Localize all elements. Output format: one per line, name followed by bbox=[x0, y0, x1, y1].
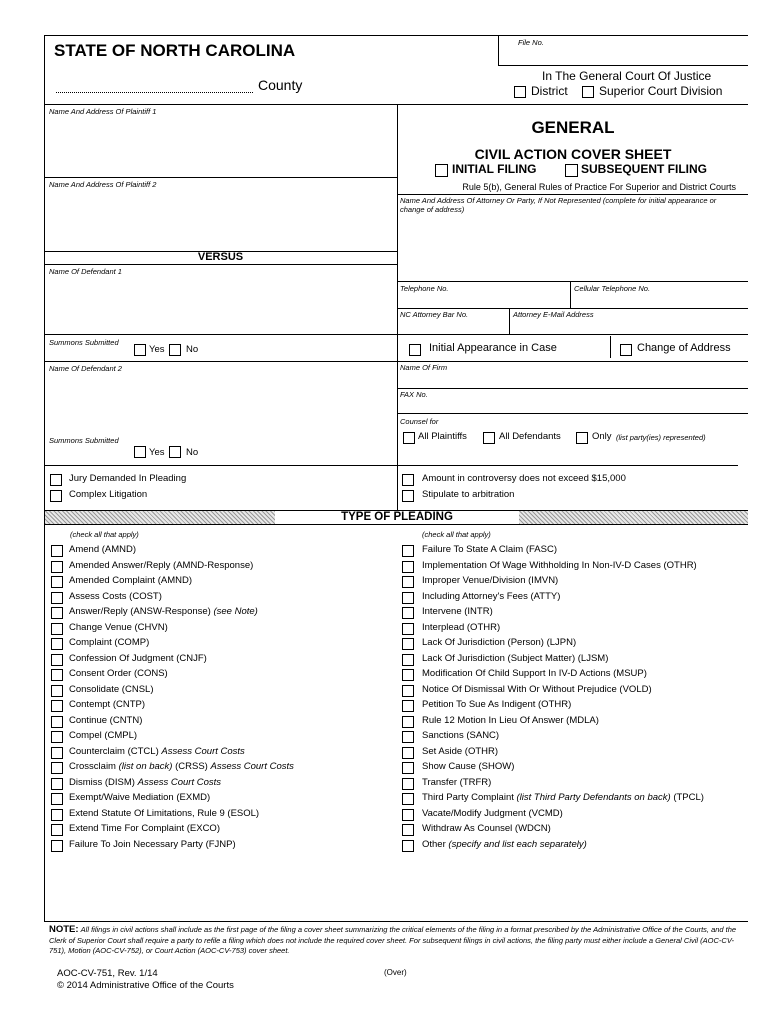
amount-label: Amount in controversy does not exceed $15,000 bbox=[422, 473, 626, 484]
pleading.left_items-main: Consolidate (CNSL) bbox=[69, 683, 154, 695]
pleading.left_items-main: Exempt/Waive Mediation (EXMD) bbox=[69, 792, 211, 803]
pleading-band-bottom bbox=[44, 524, 748, 525]
pleading.right_items-checkbox[interactable] bbox=[402, 809, 414, 821]
sheet-title: CIVIL ACTION COVER SHEET bbox=[474, 146, 672, 162]
pleading.left_items-main: Amend (AMND) bbox=[69, 544, 137, 555]
all-plaintiffs-label: All Plaintiffs bbox=[418, 431, 467, 442]
pleading.right_items-item bbox=[422, 699, 571, 710]
pleading.right_items-item bbox=[422, 792, 704, 803]
pleading.left_items-checkbox[interactable] bbox=[51, 654, 63, 666]
note-label: NOTE: bbox=[49, 924, 79, 935]
amount-checkbox[interactable] bbox=[402, 474, 414, 486]
pleading.right_items-item bbox=[422, 823, 551, 834]
frame-left bbox=[44, 35, 45, 921]
summons1-label: Summons Submitted bbox=[49, 338, 119, 347]
all-defendants-label: All Defendants bbox=[499, 431, 561, 442]
cell-label: Cellular Telephone No. bbox=[574, 284, 651, 293]
initial-filing-label: INITIAL FILING bbox=[452, 162, 537, 176]
note-text: All filings in civil actions shall include as the first page of the filing a cover sheet summarizing the critical elements of the filing in a format prescribed by the Administrative Office of the Courts, and the Clerk of Superior Court shall require a party to refile a filing which does not include the required cover sheet. For subsequent filings in civil actions, the filing party must either include a General Civil (AOC-CV-751), Motion (AOC-CV-752), or Court Action (AOC-CV-753) cover sheet. bbox=[49, 925, 737, 955]
check-all-left: (check all that apply) bbox=[70, 530, 139, 539]
pleading.right_items-item bbox=[422, 684, 652, 695]
pleading.left_items-checkbox[interactable] bbox=[51, 576, 63, 588]
pleading.left_items-item bbox=[69, 761, 294, 772]
pleading.left_items-main2: (CRSS) bbox=[172, 761, 211, 772]
arbitration-label: Stipulate to arbitration bbox=[422, 489, 515, 500]
county-label: County bbox=[258, 77, 303, 93]
initial-appearance-checkbox[interactable] bbox=[409, 344, 421, 356]
pleading.right_items-item bbox=[422, 591, 560, 602]
frame-top bbox=[44, 35, 748, 36]
pleading.right_items-checkbox[interactable] bbox=[402, 669, 414, 681]
fax-divider bbox=[398, 413, 748, 414]
pleading.left_items-item bbox=[69, 730, 137, 741]
pleading.right_items-item bbox=[422, 808, 563, 819]
pleading.left_items-note: Assess Court Costs bbox=[137, 776, 222, 788]
pleading.right_items-checkbox[interactable] bbox=[402, 654, 414, 666]
counsel-for-label: Counsel for bbox=[400, 417, 439, 426]
pleading.right_items-main: Modification Of Child Support In IV-D Actions (MSUP) bbox=[422, 668, 647, 679]
pleading.left_items-checkbox[interactable] bbox=[51, 809, 63, 821]
pleading.left_items-note: (see Note) bbox=[213, 606, 258, 617]
pleading.left_items-checkbox[interactable] bbox=[51, 762, 63, 774]
pleading.left_items-main: Consent Order (CONS) bbox=[69, 668, 168, 679]
pleading.right_items-item bbox=[422, 575, 558, 586]
pleading.left_items-main: Extend Time For Complaint (EXCO) bbox=[69, 823, 220, 834]
pleading-band-left-shading bbox=[45, 511, 275, 524]
telephone-label: Telephone No. bbox=[400, 284, 449, 293]
pleading.right_items-main2: (TPCL) bbox=[670, 792, 704, 803]
pleading.left_items-main: Amended Complaint (AMND) bbox=[69, 575, 193, 586]
pleading.right_items-item bbox=[422, 730, 499, 741]
pleading.right_items-main: Vacate/Modify Judgment (VCMD) bbox=[422, 807, 563, 819]
fax-label: FAX No. bbox=[400, 390, 428, 399]
summons1-divider bbox=[44, 361, 397, 362]
all-plaintiffs-checkbox[interactable] bbox=[403, 432, 415, 444]
pleading.right_items-item bbox=[422, 544, 557, 555]
summons2-yes-label: Yes bbox=[149, 447, 165, 458]
district-label: District bbox=[531, 84, 568, 98]
pleading.right_items-main: Set Aside (OTHR) bbox=[422, 745, 499, 757]
pleading.left_items-checkbox[interactable] bbox=[51, 607, 63, 619]
defendant1-divider bbox=[44, 334, 397, 335]
pleading.left_items-main: Compel (CMPL) bbox=[69, 730, 138, 741]
pleading.left_items-item bbox=[69, 808, 259, 819]
pleading.right_items-main: Lack Of Jurisdiction (Subject Matter) (LJSM) bbox=[422, 652, 609, 664]
pleading.left_items-item bbox=[69, 699, 145, 710]
summons2-yes-checkbox[interactable] bbox=[134, 446, 146, 458]
pleading-band-right-shading bbox=[519, 511, 748, 524]
initial-filing-checkbox[interactable] bbox=[435, 164, 448, 177]
pleading.left_items-item bbox=[69, 544, 136, 555]
versus-bottom-line bbox=[44, 264, 397, 265]
change-address-checkbox[interactable] bbox=[620, 344, 632, 356]
county-input-line[interactable] bbox=[56, 92, 253, 93]
summons2-label: Summons Submitted bbox=[49, 436, 119, 445]
pleading.right_items-checkbox[interactable] bbox=[402, 561, 414, 573]
pleading.left_items-checkbox[interactable] bbox=[51, 685, 63, 697]
pleading.right_items-main: Including Attorney's Fees (ATTY) bbox=[422, 590, 561, 602]
pleading.right_items-checkbox[interactable] bbox=[402, 778, 414, 790]
rule-text: Rule 5(b), General Rules of Practice For Superior and District Courts bbox=[462, 182, 736, 192]
pleading.right_items-main: Sanctions (SANC) bbox=[422, 730, 500, 741]
pleading.right_items-checkbox[interactable] bbox=[402, 592, 414, 604]
pleading.left_items-main: Extend Statute Of Limitations, Rule 9 (ESOL) bbox=[69, 807, 260, 819]
center-divider bbox=[397, 104, 398, 510]
subsequent-filing-checkbox[interactable] bbox=[565, 164, 578, 177]
rule-divider bbox=[398, 194, 748, 195]
pleading.right_items-main: Notice Of Dismissal With Or Without Prejudice (VOLD) bbox=[422, 683, 652, 695]
pleading.left_items-item bbox=[69, 777, 221, 788]
jury-checkbox[interactable] bbox=[50, 474, 62, 486]
pleading.right_items-item bbox=[422, 653, 608, 664]
pleading.right_items-main: Show Cause (SHOW) bbox=[422, 761, 515, 772]
pleading.left_items-main: Crossclaim bbox=[69, 761, 119, 772]
defendant2-label: Name Of Defendant 2 bbox=[49, 364, 122, 373]
pleading.left_items-main: Assess Costs (COST) bbox=[69, 590, 162, 602]
pleading.left_items-checkbox[interactable] bbox=[51, 824, 63, 836]
file-no-divider bbox=[498, 35, 499, 65]
pleading.left_items-item bbox=[69, 839, 236, 850]
pleading.left_items-checkbox[interactable] bbox=[51, 840, 63, 852]
pleading.right_items-item bbox=[422, 761, 514, 772]
pleading.right_items-item bbox=[422, 715, 599, 726]
pleading.right_items-item bbox=[422, 560, 697, 571]
email-label: Attorney E-Mail Address bbox=[513, 310, 594, 319]
pleading.right_items-note: (specify and list each separately) bbox=[448, 838, 587, 850]
pleading.left_items-checkbox[interactable] bbox=[51, 778, 63, 790]
only-note: (list party(ies) represented) bbox=[616, 433, 706, 442]
pleading.right_items-note: (list Third Party Defendants on back) bbox=[516, 792, 671, 803]
pleading.right_items-item bbox=[422, 637, 576, 648]
pleading.left_items-item bbox=[69, 715, 142, 726]
arbitration-checkbox[interactable] bbox=[402, 490, 414, 502]
pleading.left_items-item bbox=[69, 560, 253, 571]
pleading.right_items-checkbox[interactable] bbox=[402, 545, 414, 557]
pleading.left_items-checkbox[interactable] bbox=[51, 545, 63, 557]
form-id: AOC-CV-751, Rev. 1/14 bbox=[57, 968, 158, 979]
initial-appearance-label: Initial Appearance in Case bbox=[429, 342, 557, 354]
district-checkbox[interactable] bbox=[514, 86, 526, 98]
pleading.left_items-item bbox=[69, 606, 258, 617]
phone-divider bbox=[570, 281, 571, 308]
versus-label: VERSUS bbox=[197, 251, 244, 263]
file-no-underline bbox=[498, 65, 748, 66]
bar-row-divider bbox=[398, 334, 748, 335]
change-address-label: Change of Address bbox=[637, 342, 731, 354]
pleading.right_items-main: Rule 12 Motion In Lieu Of Answer (MDLA) bbox=[422, 714, 599, 726]
pleading.left_items-checkbox[interactable] bbox=[51, 793, 63, 805]
firm-label: Name Of Firm bbox=[400, 363, 448, 372]
pleading.left_items-note: Assess Court Costs bbox=[161, 745, 245, 757]
pleading.right_items-checkbox[interactable] bbox=[402, 747, 414, 759]
pleading.left_items-main: Counterclaim (CTCL) bbox=[69, 745, 162, 757]
phone-row-divider bbox=[398, 308, 748, 309]
pleading.right_items-checkbox[interactable] bbox=[402, 638, 414, 650]
only-checkbox[interactable] bbox=[576, 432, 588, 444]
superior-checkbox[interactable] bbox=[582, 86, 594, 98]
bar-divider bbox=[509, 308, 510, 334]
pleading.left_items-checkbox[interactable] bbox=[51, 731, 63, 743]
pleading.left_items-item bbox=[69, 653, 207, 664]
pleading.right_items-main: Transfer (TRFR) bbox=[422, 776, 492, 788]
pleading.left_items-checkbox[interactable] bbox=[51, 638, 63, 650]
only-label: Only bbox=[592, 431, 612, 442]
pleading.right_items-item bbox=[422, 746, 498, 757]
superior-label: Superior Court Division bbox=[599, 84, 723, 98]
check-all-right: (check all that apply) bbox=[422, 530, 491, 539]
pleading.right_items-main: Interplead (OTHR) bbox=[422, 621, 501, 633]
pleading-title: TYPE OF PLEADING bbox=[341, 511, 453, 523]
summons2-divider bbox=[44, 465, 397, 466]
pleading.right_items-main: Withdraw As Counsel (WDCN) bbox=[422, 823, 551, 834]
pleading.left_items-main: Confession Of Judgment (CNJF) bbox=[69, 652, 207, 664]
pleading.right_items-checkbox[interactable] bbox=[402, 576, 414, 588]
pleading.left_items-item bbox=[69, 637, 149, 648]
pleading.left_items-item bbox=[69, 792, 210, 803]
pleading.right_items-main: Third Party Complaint bbox=[422, 792, 517, 803]
pleading.left_items-main: Continue (CNTN) bbox=[69, 714, 143, 726]
copyright: © 2014 Administrative Office of the Courts bbox=[57, 980, 234, 991]
pleading.right_items-checkbox[interactable] bbox=[402, 700, 414, 712]
pleading.left_items-main: Contempt (CNTP) bbox=[69, 699, 146, 710]
pleading.left_items-main: Change Venue (CHVN) bbox=[69, 621, 168, 633]
pleading.right_items-main: Other bbox=[422, 838, 449, 850]
pleading.right_items-item bbox=[422, 668, 647, 679]
pleading.left_items-item bbox=[69, 668, 168, 679]
footer-note bbox=[49, 925, 744, 957]
pleading.right_items-main: Failure To State A Claim (FASC) bbox=[422, 544, 557, 555]
pleading.left_items-note2: Assess Court Costs bbox=[210, 761, 294, 772]
summons2-no-label: No bbox=[186, 447, 199, 458]
pleading.right_items-main: Intervene (INTR) bbox=[422, 606, 493, 617]
pleading.left_items-checkbox[interactable] bbox=[51, 592, 63, 604]
summons1-no-label: No bbox=[186, 344, 199, 355]
plaintiff2-label: Name And Address Of Plaintiff 2 bbox=[49, 180, 157, 189]
court-title: In The General Court Of Justice bbox=[542, 69, 712, 83]
plaintiff-divider bbox=[44, 177, 397, 178]
firm-divider bbox=[398, 388, 748, 389]
pleading.right_items-checkbox[interactable] bbox=[402, 793, 414, 805]
pleading.right_items-checkbox[interactable] bbox=[402, 685, 414, 697]
pleading.right_items-checkbox[interactable] bbox=[402, 623, 414, 635]
pleading.right_items-checkbox[interactable] bbox=[402, 824, 414, 836]
counsel-divider bbox=[398, 465, 738, 466]
pleading.right_items-item bbox=[422, 839, 587, 850]
summons1-no-checkbox[interactable] bbox=[169, 344, 181, 356]
pleading.right_items-main: Petition To Sue As Indigent (OTHR) bbox=[422, 699, 572, 710]
appearance-divider bbox=[610, 336, 611, 358]
pleading.left_items-checkbox[interactable] bbox=[51, 669, 63, 681]
all-defendants-checkbox[interactable] bbox=[483, 432, 495, 444]
attorney-label: Name And Address Of Attorney Or Party, If Not Represented (complete for initial appearance or change of address) bbox=[400, 196, 717, 214]
pleading.left_items-main: Complaint (COMP) bbox=[69, 637, 150, 648]
pleading.right_items-main: Lack Of Jurisdiction (Person) (LJPN) bbox=[422, 637, 577, 648]
jury-label: Jury Demanded In Pleading bbox=[69, 473, 187, 484]
summons1-yes-label: Yes bbox=[149, 344, 165, 355]
complex-label: Complex Litigation bbox=[69, 489, 148, 500]
pleading.left_items-item bbox=[69, 684, 153, 695]
pleading.left_items-main: Amended Answer/Reply (AMND-Response) bbox=[69, 559, 254, 571]
bar-no-label: NC Attorney Bar No. bbox=[400, 310, 469, 319]
pleading.left_items-item bbox=[69, 575, 192, 586]
pleading.right_items-checkbox[interactable] bbox=[402, 731, 414, 743]
frame-bottom bbox=[44, 921, 748, 922]
pleading.left_items-main: Failure To Join Necessary Party (FJNP) bbox=[69, 838, 236, 850]
attorney-divider bbox=[398, 281, 748, 282]
subsequent-filing-label: SUBSEQUENT FILING bbox=[581, 162, 708, 176]
pleading.left_items-item bbox=[69, 622, 168, 633]
file-no-label: File No. bbox=[518, 38, 544, 47]
over-label: (Over) bbox=[384, 968, 407, 977]
pleading.left_items-item bbox=[69, 746, 245, 757]
pleading.right_items-checkbox[interactable] bbox=[402, 840, 414, 852]
pleading.left_items-checkbox[interactable] bbox=[51, 623, 63, 635]
pleading.right_items-item bbox=[422, 622, 500, 633]
pleading.left_items-item bbox=[69, 823, 220, 834]
defendant1-label: Name Of Defendant 1 bbox=[49, 267, 122, 276]
pleading.right_items-checkbox[interactable] bbox=[402, 762, 414, 774]
pleading.right_items-item bbox=[422, 606, 493, 617]
pleading.left_items-checkbox[interactable] bbox=[51, 716, 63, 728]
pleading.left_items-note: (list on back) bbox=[118, 761, 173, 772]
pleading.right_items-main: Improper Venue/Division (IMVN) bbox=[422, 575, 559, 586]
pleading.right_items-item bbox=[422, 777, 491, 788]
header-divider bbox=[44, 104, 748, 105]
pleading.right_items-checkbox[interactable] bbox=[402, 716, 414, 728]
pleading.right_items-main: Implementation Of Wage Withholding In Non-IV-D Cases (OTHR) bbox=[422, 559, 697, 571]
plaintiff1-label: Name And Address Of Plaintiff 1 bbox=[49, 107, 157, 116]
summons1-yes-checkbox[interactable] bbox=[134, 344, 146, 356]
pleading.left_items-main: Dismiss (DISM) bbox=[69, 776, 138, 788]
pleading.left_items-item bbox=[69, 591, 162, 602]
general-title: GENERAL bbox=[531, 118, 615, 137]
pleading.right_items-checkbox[interactable] bbox=[402, 607, 414, 619]
summons2-no-checkbox[interactable] bbox=[169, 446, 181, 458]
state-title: STATE OF NORTH CAROLINA bbox=[54, 41, 296, 60]
pleading.left_items-checkbox[interactable] bbox=[51, 700, 63, 712]
pleading.left_items-checkbox[interactable] bbox=[51, 561, 63, 573]
pleading.left_items-main: Answer/Reply (ANSW-Response) bbox=[69, 606, 214, 617]
pleading.left_items-checkbox[interactable] bbox=[51, 747, 63, 759]
complex-checkbox[interactable] bbox=[50, 490, 62, 502]
appearance-row-divider bbox=[398, 361, 748, 362]
